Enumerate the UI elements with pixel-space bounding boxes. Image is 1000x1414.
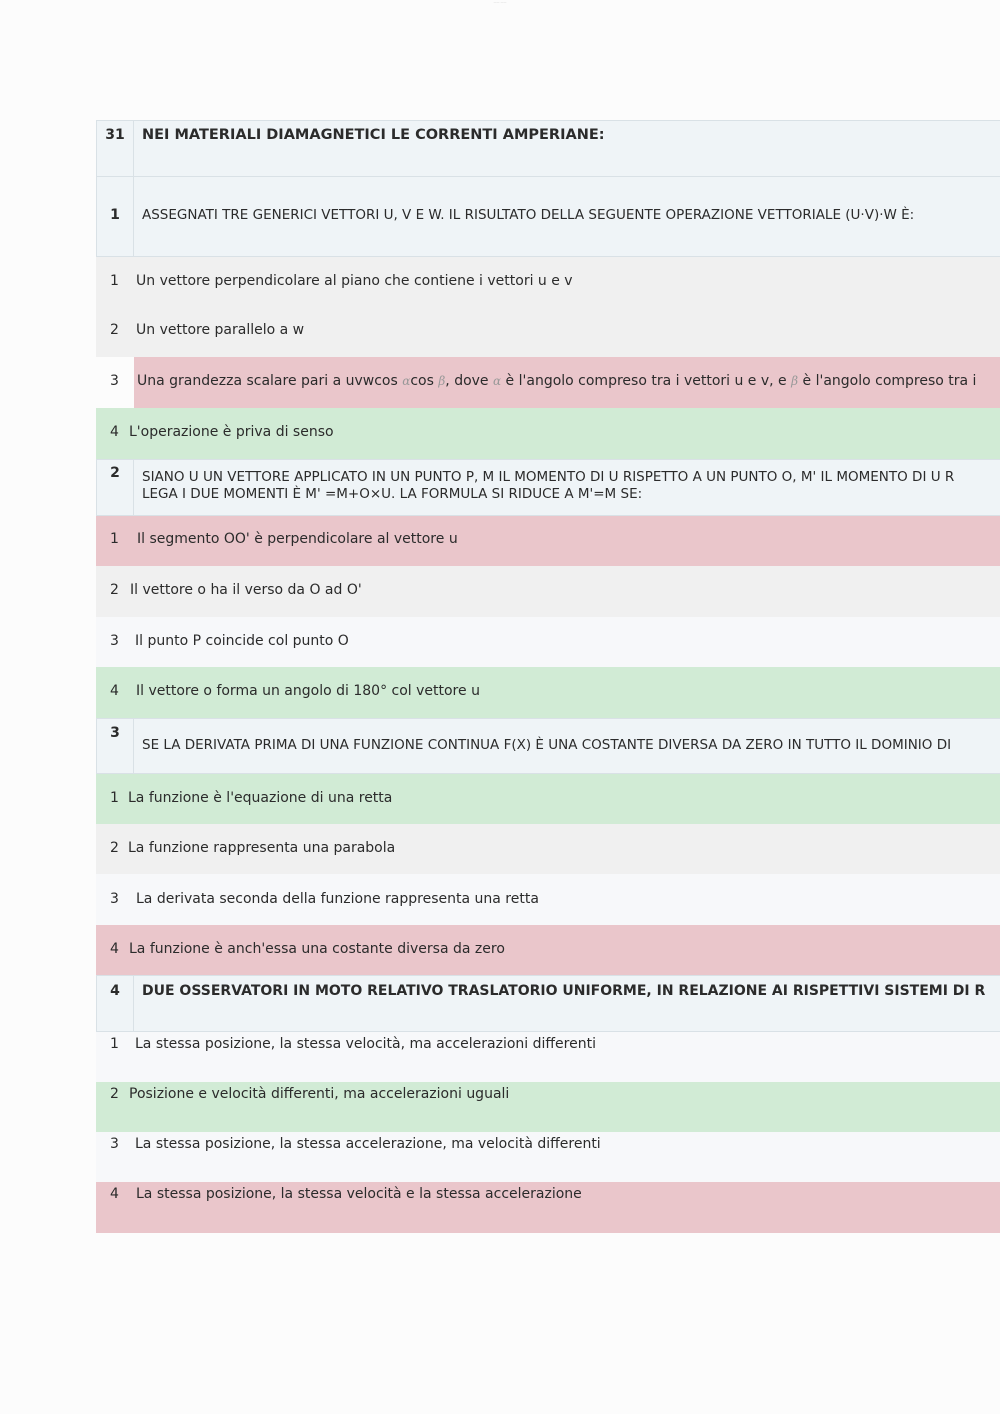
answer-text: L'operazione è priva di senso	[129, 424, 334, 440]
answer-text: La stessa posizione, la stessa accelerazione, ma velocità differenti	[135, 1136, 601, 1152]
answer-text: Posizione e velocità differenti, ma accelerazioni uguali	[129, 1086, 510, 1102]
question-text: NEI MATERIALI DIAMAGNETICI LE CORRENTI AMPERIANE:	[142, 127, 605, 143]
question-number: 4	[97, 976, 134, 1031]
answer-row[interactable]	[96, 874, 1000, 925]
answer-row[interactable]	[96, 257, 1000, 307]
question-row	[96, 177, 1000, 257]
question-number: 1	[97, 177, 134, 256]
answer-number: 4	[110, 683, 119, 699]
answer-number: 4	[110, 424, 119, 440]
question-text: SIANO U UN VETTORE APPLICATO IN UN PUNTO P, M IL MOMENTO DI U RISPETTO A UN PUNTO O, M' IL MOMENTO DI U R LEGA I DUE MOMENTI È M' =M+O×U. LA FORMULA SI RIDUCE A M'=M SE:	[142, 469, 955, 502]
answer-number: 3	[110, 373, 119, 389]
answer-text: La funzione è anch'essa una costante diversa da zero	[129, 941, 505, 957]
beta-symbol: β	[438, 374, 446, 388]
alpha-symbol: α	[493, 374, 502, 388]
question-row	[96, 120, 1000, 177]
question-text: SE LA DERIVATA PRIMA DI UNA FUNZIONE CONTINUA F(X) È UNA COSTANTE DIVERSA DA ZERO IN TUTTO IL DOMINIO DI	[142, 737, 952, 753]
answer-number: 3	[110, 633, 119, 649]
answer-row-wrong[interactable]	[96, 516, 1000, 566]
quiz-sheet	[96, 120, 1000, 1233]
answer-text: Il segmento OO' è perpendicolare al vettore u	[137, 531, 458, 547]
answer-text: La funzione rappresenta una parabola	[128, 840, 396, 856]
answer-number: 2	[110, 582, 119, 598]
answer-number: 2	[110, 322, 119, 338]
question-number: 3	[97, 719, 134, 773]
question-row	[96, 459, 1000, 516]
answer-row[interactable]	[96, 824, 1000, 874]
answer-number: 1	[110, 531, 119, 547]
answer-text: Un vettore parallelo a w	[136, 322, 305, 338]
answer-number: 1	[110, 790, 119, 806]
question-number: 2	[97, 460, 134, 515]
beta-symbol: β	[791, 374, 799, 388]
answer-row-correct[interactable]	[96, 774, 1000, 824]
answer-row[interactable]	[96, 566, 1000, 617]
answer-row[interactable]	[96, 617, 1000, 667]
answer-number: 4	[110, 1186, 119, 1202]
answer-number: 3	[110, 891, 119, 907]
answer-text: Il punto P coincide col punto O	[135, 633, 349, 649]
question-text: ASSEGNATI TRE GENERICI VETTORI U, V E W. IL RISULTATO DELLA SEGUENTE OPERAZIONE VETTORIALE (U·V)·W È:	[142, 207, 915, 223]
answer-text: Il vettore o forma un angolo di 180° col vettore u	[136, 683, 480, 699]
answer-row[interactable]	[96, 1032, 1000, 1082]
answer-text: La stessa posizione, la stessa velocità, ma accelerazioni differenti	[135, 1036, 596, 1052]
question-text: DUE OSSERVATORI IN MOTO RELATIVO TRASLATORIO UNIFORME, IN RELAZIONE AI RISPETTIVI SISTEMI DI R	[142, 983, 986, 999]
answer-number: 4	[110, 941, 119, 957]
answer-text: Un vettore perpendicolare al piano che contiene i vettori u e v	[136, 273, 573, 289]
question-number: 31	[97, 121, 134, 176]
answer-row[interactable]	[96, 307, 1000, 357]
answer-row[interactable]	[96, 1132, 1000, 1182]
answer-row-wrong[interactable]	[96, 925, 1000, 975]
answer-row-wrong[interactable]	[96, 357, 1000, 408]
answer-number: 1	[110, 273, 119, 289]
answer-number: 2	[110, 1086, 119, 1102]
header-mark: —— ——	[493, 0, 507, 3]
question-row	[96, 975, 1000, 1032]
answer-number: 2	[110, 840, 119, 856]
answer-text: Il vettore o ha il verso da O ad O'	[130, 582, 362, 598]
answer-text: La derivata seconda della funzione rappresenta una retta	[136, 891, 539, 907]
question-row	[96, 718, 1000, 774]
answer-row-wrong[interactable]	[96, 1182, 1000, 1233]
answer-text: La funzione è l'equazione di una retta	[128, 790, 393, 806]
answer-row-correct[interactable]	[96, 667, 1000, 718]
answer-number: 3	[110, 1136, 119, 1152]
alpha-symbol: α	[402, 374, 411, 388]
answer-number: 1	[110, 1036, 119, 1052]
answer-text: La stessa posizione, la stessa velocità e la stessa accelerazione	[136, 1186, 582, 1202]
answer-row-correct[interactable]	[96, 408, 1000, 459]
answer-text: Una grandezza scalare pari a uvwcos αcos β, dove α è l'angolo compreso tra i vettori u e v, e β è l'angolo compreso tra i	[137, 373, 977, 389]
answer-row-correct[interactable]	[96, 1082, 1000, 1132]
